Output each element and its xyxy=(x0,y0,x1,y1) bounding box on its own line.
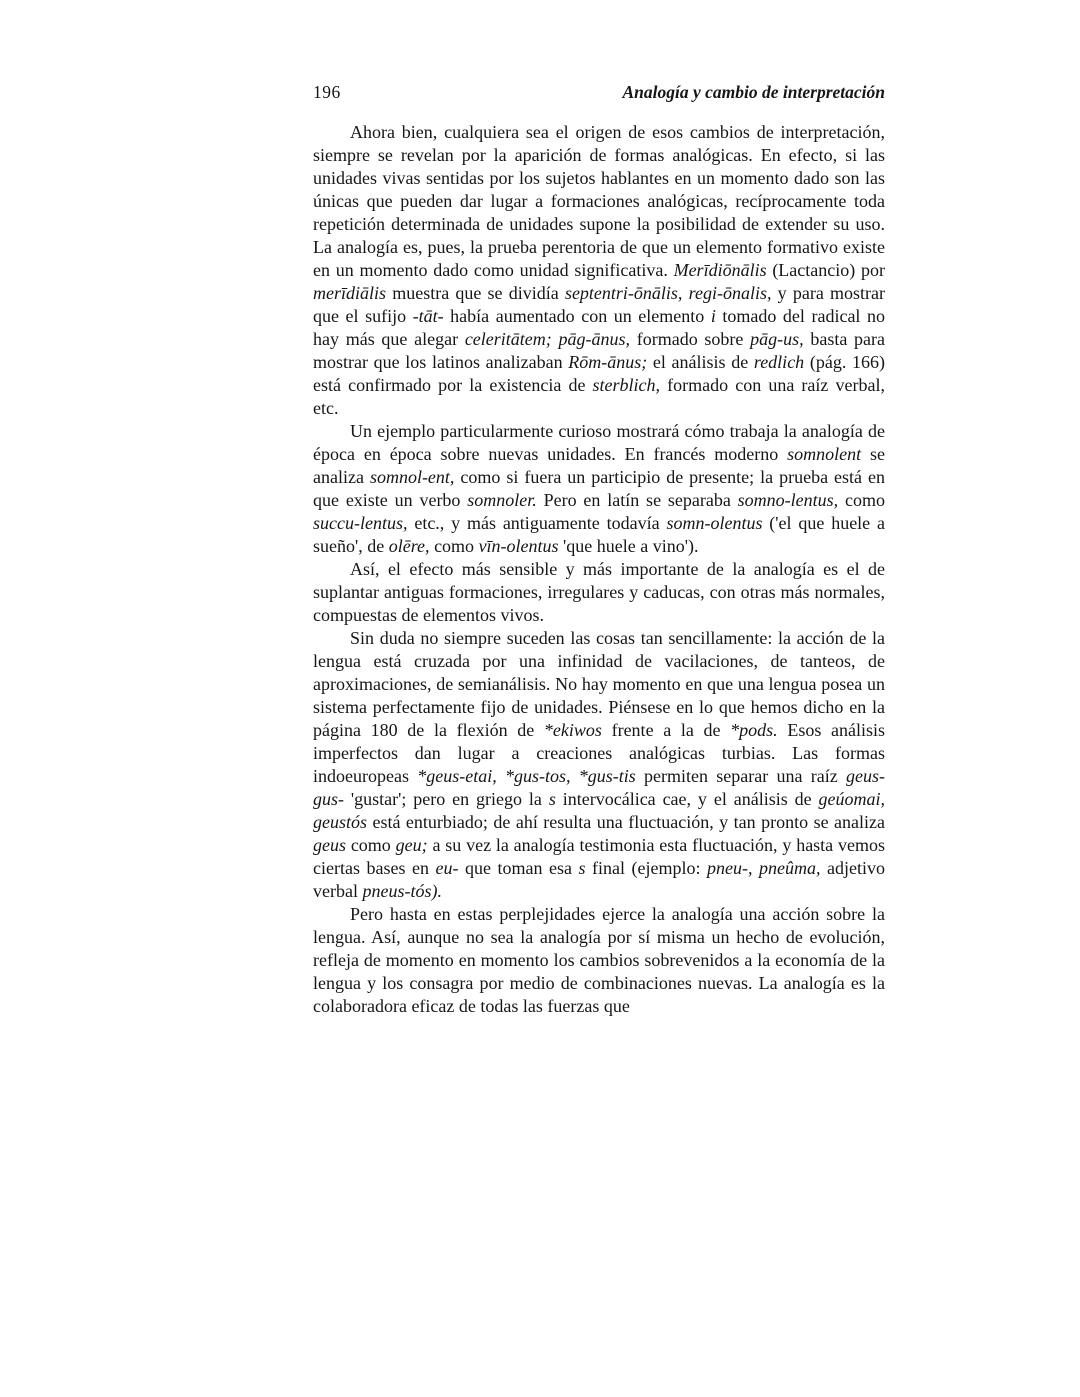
italic-text-run: *ekiwos xyxy=(543,720,602,740)
page-number: 196 xyxy=(313,82,341,102)
italic-text-run: somnolent xyxy=(787,444,862,464)
body-text xyxy=(313,121,885,1018)
italic-text-run: somnol-ent, xyxy=(369,467,455,487)
italic-text-run: s xyxy=(548,789,556,809)
italic-text-run: redlich xyxy=(753,352,805,372)
text-run: muestra que se dividía xyxy=(386,283,565,303)
italic-text-run: pāg-us, xyxy=(750,329,804,349)
text-run: Ahora bien, cualquiera sea el origen de esos cambios de interpretación, siempre se revelan por la aparición de formas analógicas. En efecto, si las unidades vivas sentidas por los sujetos hablantes en un momento dado son las únicas que pueden dar lugar a formaciones analógicas, recíprocamente toda repetición determinada de unidades supone la posibilidad de extender su uso. La analogía es, pues, la prueba perentoria de que un elemento formativo existe en un momento dado como unidad significativa. xyxy=(313,122,885,280)
text-run: 'gustar'; pero en griego la xyxy=(344,789,549,809)
text-run: adjetivo verbal xyxy=(313,858,885,901)
paragraph xyxy=(313,903,885,1018)
text-run: (pág. 166) está confirmado por la existencia de xyxy=(313,352,885,395)
text-run: frente a la de xyxy=(601,720,731,740)
text-run: Así, el efecto más sensible y más importante de la analogía es el de suplantar antiguas formaciones, irregulares y caducas, con otras más normales, compuestas de elementos vivos. xyxy=(313,559,885,625)
page-header xyxy=(313,82,885,103)
italic-text-run: somnoler. xyxy=(467,490,537,510)
italic-text-run: somno-lentus, xyxy=(737,490,839,510)
italic-text-run: septentri-ōnālis, regi-ōnalis, xyxy=(564,283,772,303)
paragraph xyxy=(313,420,885,558)
italic-text-run: s xyxy=(578,858,586,878)
text-run: como xyxy=(346,835,396,855)
text-run: Pero en latín se separaba xyxy=(536,490,738,510)
italic-text-run: pneu-, pneûma, xyxy=(707,858,821,878)
italic-text-run: olēre, xyxy=(388,536,430,556)
text-run: se analiza xyxy=(313,444,886,487)
italic-text-run: somn-olentus xyxy=(666,513,763,533)
text-run: permiten separar una raíz xyxy=(635,766,846,786)
italic-text-run: *pods. xyxy=(730,720,778,740)
italic-text-run: *geus-etai, *gus-tos, *gus-tis xyxy=(417,766,636,786)
text-run: y para mostrar que el sufijo xyxy=(313,283,885,326)
text-run: que toman esa xyxy=(458,858,579,878)
italic-text-run: geus- gus- xyxy=(313,766,885,809)
text-run: formado con una raíz verbal, etc. xyxy=(313,375,885,418)
text-run: tomado del radical no hay más que alegar xyxy=(313,306,885,349)
text-run: basta para mostrar que los latinos analizaban xyxy=(313,329,886,372)
text-run: está enturbiado; de ahí resulta una fluctuación, y tan pronto se analiza xyxy=(367,812,885,832)
italic-text-run: merīdiālis xyxy=(313,283,387,303)
text-run: Esos análisis imperfectos dan lugar a creaciones analógicas turbias. Las formas indoeuropeas xyxy=(313,720,886,786)
text-run: (Lactancio) por xyxy=(766,260,885,280)
italic-text-run: geu; xyxy=(395,835,428,855)
paragraph xyxy=(313,558,885,627)
text-run: el análisis de xyxy=(647,352,754,372)
text-run: ('el que huele a sueño', de xyxy=(313,513,886,556)
text-run: intervocálica cae, y el análisis de xyxy=(555,789,819,809)
paragraph xyxy=(313,627,885,903)
italic-text-run: -tāt- xyxy=(412,306,444,326)
text-block xyxy=(313,82,885,1018)
text-run: etc., y más antiguamente todavía xyxy=(407,513,667,533)
text-run: 'que huele a vino'). xyxy=(558,536,699,556)
text-run: Un ejemplo particularmente curioso mostrará cómo trabaja la analogía de época en época sobre nuevas unidades. En francés moderno xyxy=(313,421,885,464)
text-run: Pero hasta en estas perplejidades ejerce la analogía una acción sobre la lengua. Así, aunque no sea la analogía por sí misma un hecho de evolución, refleja de momento en momento los cambios sobrevenidos a la economía de la lengua y los consagra por medio de combinaciones nuevas. La analogía es la colaboradora eficaz de todas las fuerzas que xyxy=(313,904,885,1016)
paragraph xyxy=(313,121,885,420)
text-run: había aumentado con un elemento xyxy=(443,306,711,326)
text-run: formado sobre xyxy=(630,329,751,349)
text-run: como si fuera un participio de presente; la prueba está en que existe un verbo xyxy=(313,467,885,510)
italic-text-run: Rōm-ānus; xyxy=(568,352,648,372)
italic-text-run: Merīdiōnālis xyxy=(673,260,767,280)
italic-text-run: sterblich, xyxy=(592,375,661,395)
running-head: Analogía y cambio de interpretación xyxy=(622,82,885,102)
italic-text-run: i xyxy=(710,306,716,326)
text-run: a su vez la analogía testimonia esta fluctuación, y hasta vemos ciertas bases en xyxy=(313,835,885,878)
italic-text-run: geus xyxy=(313,835,346,855)
italic-text-run: succu-lentus, xyxy=(313,513,408,533)
text-run: Sin duda no siempre suceden las cosas tan sencillamente: la acción de la lengua está cruzada por una infinidad de vacilaciones, de tanteos, de aproximaciones, de semianálisis. No hay momento en que una lengua posea un sistema perfectamente fijo de unidades. Piénsese en lo que hemos dicho en la página 180 de la flexión de xyxy=(313,628,885,740)
text-run: como xyxy=(838,490,885,510)
italic-text-run: eu- xyxy=(435,858,459,878)
text-run: como xyxy=(429,536,479,556)
italic-text-run: celeritātem; pāg-ānus, xyxy=(464,329,630,349)
italic-text-run: geúomai, geustós xyxy=(313,789,885,832)
italic-text-run: pneus-tós). xyxy=(362,881,442,901)
text-run: final (ejemplo: xyxy=(585,858,707,878)
italic-text-run: vīn-olentus xyxy=(478,536,559,556)
